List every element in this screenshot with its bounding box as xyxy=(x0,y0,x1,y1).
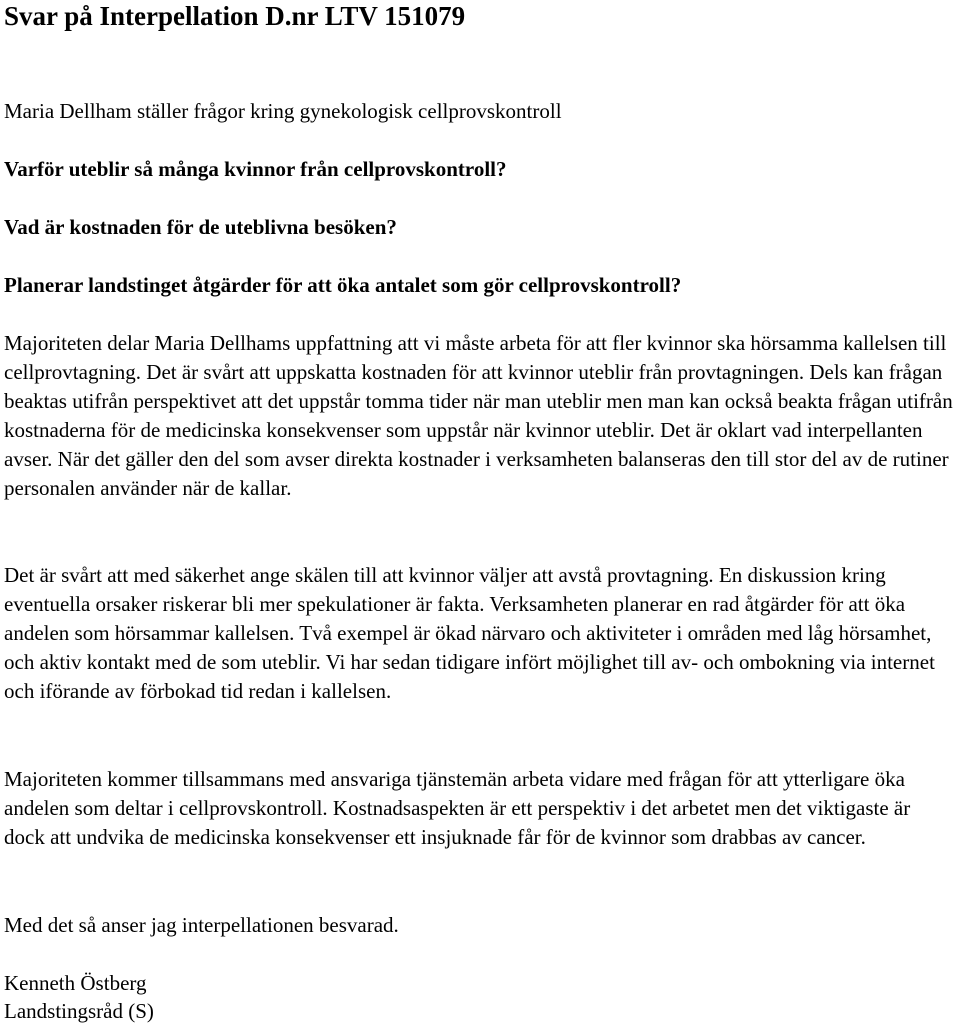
question-3: Planerar landstinget åtgärder för att öka antalet som gör cellprovskontroll? xyxy=(4,273,682,297)
signature-role: Landstingsråd (S) xyxy=(4,999,154,1023)
closing-statement: Med det så anser jag interpellationen besvarad. xyxy=(4,913,399,937)
document-title: Svar på Interpellation D.nr LTV 151079 xyxy=(4,1,466,31)
paragraph-1: Majoriteten delar Maria Dellhams uppfattning att vi måste arbeta för att fler kvinnor ska hörsamma kallelsen till cellprovtagning. Det är svårt att uppskatta kostnaden för att kvinnor uteblir från provtagningen. Dels kan frågan beaktas utifrån perspektivet att det uppstår tomma tider när man uteblir men man kan också beakta frågan utifrån kostnaderna för de medicinska konsekvenser som uppstår när kvinnor uteblir. Det är oklart vad interpellanten avser. När det gäller den del som avser direkta kostnader i verksamheten balanseras den till stor del av de rutiner personalen använder när de kallar. xyxy=(4,331,953,500)
paragraph-2: Det är svårt att med säkerhet ange skälen till att kvinnor väljer att avstå provtagning. En diskussion kring eventuella orsaker riskerar bli mer spekulationer är fakta. Verksamheten planerar en rad åtgärder för att öka andelen som hörsammar kallelsen. Två exempel är ökad närvaro och aktiviteter i områden med låg hörsamhet, och aktiv kontakt med de som uteblir. Vi har sedan tidigare infört möjlighet till av- och ombokning via internet och iförande av förbokad tid redan i kallelsen. xyxy=(4,563,935,703)
question-2: Vad är kostnaden för de uteblivna besöken? xyxy=(4,215,397,239)
signature-name: Kenneth Östberg xyxy=(4,971,147,995)
paragraph-3: Majoriteten kommer tillsammans med ansvariga tjänstemän arbeta vidare med frågan för att ytterligare öka andelen som deltar i cellprovskontroll. Kostnadsaspekten är ett perspektiv i det arbetet men det viktigaste är dock att undvika de medicinska konsekvenser ett insjuknade får för de kvinnor som drabbas av cancer. xyxy=(4,767,911,849)
question-1: Varför uteblir så många kvinnor från cellprovskontroll? xyxy=(4,157,507,181)
intro-text: Maria Dellham ställer frågor kring gynekologisk cellprovskontroll xyxy=(4,99,562,123)
